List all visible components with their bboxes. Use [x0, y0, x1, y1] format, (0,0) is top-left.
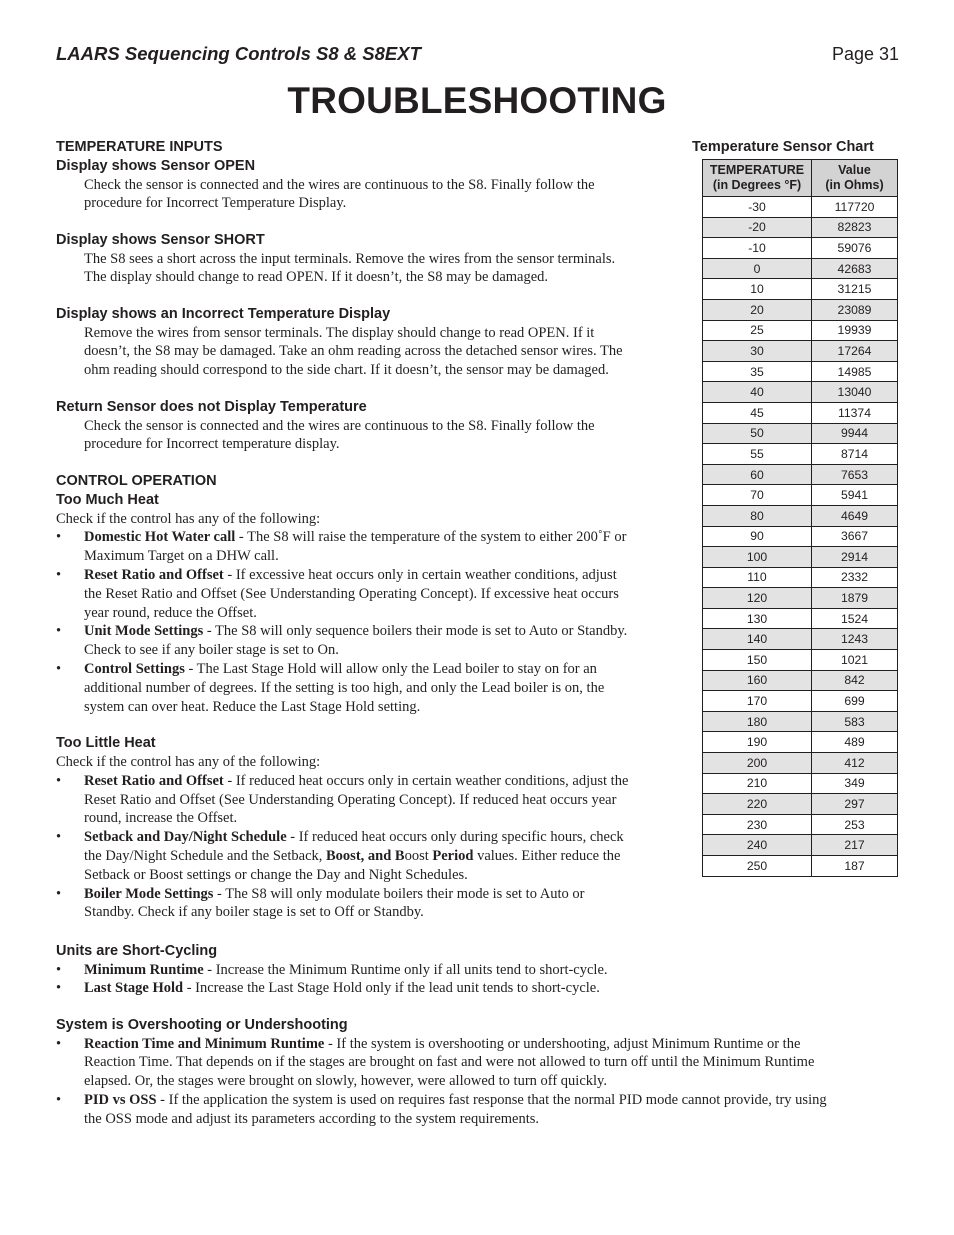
bullet-text: - If reduced heat occurs only in certain weather conditions, adjust the	[223, 772, 629, 789]
table-row	[703, 835, 898, 856]
temperature-cell: 190	[703, 732, 812, 753]
ohms-cell: 412	[812, 753, 898, 774]
text-line: The display should change to read OPEN. If it doesn’t, the S8 may be damaged.	[84, 269, 549, 286]
bullet-item	[56, 961, 901, 980]
bullet-text: - The S8 will only modulate boilers their mode is set to Auto or	[213, 885, 585, 902]
temperature-inputs-heading: TEMPERATURE INPUTS	[56, 139, 223, 155]
temperature-cell: 210	[703, 773, 812, 794]
table-row	[703, 588, 898, 609]
temperature-cell: 160	[703, 670, 812, 691]
bullet-bold-label: Unit Mode Settings	[84, 623, 204, 640]
temperature-cell: 130	[703, 608, 812, 629]
bullet-text: the Reset Ratio and Offset (See Understanding Operating Concept). If excessive heat occurs	[84, 585, 619, 602]
ohms-cell: 1879	[812, 588, 898, 609]
sensor-table-body	[703, 197, 898, 877]
text-line: procedure for Incorrect temperature display.	[84, 436, 340, 453]
bullet-text: - Increase the Minimum Runtime only if all units tend to short-cycle.	[203, 961, 608, 978]
table-row	[703, 299, 898, 320]
ohms-cell: 8714	[812, 444, 898, 465]
table-row	[703, 732, 898, 753]
bullet-icon: •	[56, 980, 62, 997]
text-line: Check the sensor is connected and the wires are continuous to the S8. Finally follow the	[84, 176, 595, 193]
bullet-bold-label: Minimum Runtime	[84, 961, 204, 978]
ohms-cell: 842	[812, 670, 898, 691]
table-row	[703, 423, 898, 444]
control-operation-heading: CONTROL OPERATION	[56, 473, 217, 490]
page-title: TROUBLESHOOTING	[287, 80, 667, 121]
bullet-text: - Increase the Last Stage Hold only if the lead unit tends to short-cycle.	[183, 980, 600, 997]
bullet-item	[56, 979, 901, 998]
bullet-text: - If the system is overshooting or undershooting, adjust Minimum Runtime or the	[324, 1035, 801, 1052]
bullet-icon: •	[56, 772, 62, 789]
bullet-text: Reaction Time. That depends on if the stages are brought on fast and were not allowed to turn off until the Minimum Runtime	[84, 1054, 815, 1071]
ohms-cell: 117720	[812, 197, 898, 218]
header-line: Value	[838, 163, 871, 177]
sensor-open-subheading: Display shows Sensor OPEN	[56, 158, 256, 174]
table-row	[703, 238, 898, 259]
bullet-bold-label: Control Settings	[84, 661, 185, 678]
too-little-heat-subheading: Too Little Heat	[56, 735, 156, 752]
bullet-text: - If the application the system is used on requires fast response that the normal PID mode cannot provide, try using	[156, 1091, 827, 1108]
temperature-cell: 200	[703, 753, 812, 774]
table-row	[703, 753, 898, 774]
header-line: (in Ohms)	[825, 178, 884, 192]
table-row	[703, 547, 898, 568]
bullet-text: the Day/Night Schedule and the Setback,	[84, 847, 327, 864]
bullet-icon: •	[56, 529, 62, 546]
bullet-text: Reset Ratio and Offset (See Understanding Operating Concept). If reduced heat occurs year	[84, 791, 617, 808]
temperature-cell: 180	[703, 711, 812, 732]
temperature-cell: 120	[703, 588, 812, 609]
bullet-text: - The S8 will only sequence boilers their mode is set to Auto or Standby.	[203, 623, 628, 640]
bullet-icon: •	[56, 961, 62, 978]
temperature-cell: -30	[703, 197, 812, 218]
temperature-cell: 35	[703, 361, 812, 382]
temperature-cell: 170	[703, 691, 812, 712]
bullet-text: - The Last Stage Hold will allow only the Lead boiler to stay on for an	[184, 661, 597, 678]
bullet-bold-label: Reaction Time and Minimum Runtime	[84, 1035, 325, 1052]
bullet-text: Check to see if any boiler stage is set to On.	[84, 642, 339, 659]
text-line: doesn’t, the S8 may be damaged. Take an ohm reading across the detached sensor wires. The	[84, 343, 623, 360]
incorrect-display-text	[56, 324, 676, 380]
ohms-cell: 297	[812, 794, 898, 815]
temperature-cell: 220	[703, 794, 812, 815]
bullet-text: - If excessive heat occurs only in certain weather conditions, adjust	[223, 567, 617, 584]
table-row	[703, 794, 898, 815]
ohms-cell: 59076	[812, 238, 898, 259]
bullet-item	[56, 566, 676, 622]
temperature-cell: 30	[703, 341, 812, 362]
sensor-chart-table	[702, 159, 898, 877]
ohms-cell: 13040	[812, 382, 898, 403]
bullet-bold-label: Reset Ratio and Offset	[84, 772, 224, 789]
table-row	[703, 341, 898, 362]
bullet-bold-label: Setback and Day/Night Schedule	[84, 829, 287, 846]
ohms-cell: 4649	[812, 505, 898, 526]
bullet-text: system can over heat. Reduce the Last Stage Hold setting.	[84, 698, 421, 715]
ohms-cell: 1021	[812, 650, 898, 671]
ohms-cell: 5941	[812, 485, 898, 506]
temperature-cell: -20	[703, 217, 812, 238]
bullet-bold-label: PID vs OSS	[84, 1091, 157, 1108]
table-row	[703, 608, 898, 629]
text-line: procedure for Incorrect Temperature Display.	[84, 195, 347, 212]
table-row	[703, 485, 898, 506]
bullet-text: - If reduced heat occurs only during specific hours, check	[286, 829, 624, 846]
table-row	[703, 567, 898, 588]
temperature-cell: 100	[703, 547, 812, 568]
bullet-item	[56, 1091, 901, 1129]
ohms-cell: 187	[812, 856, 898, 877]
ohms-cell: 2332	[812, 567, 898, 588]
too-much-heat-subheading: Too Much Heat	[56, 492, 159, 509]
bullet-bold-label: Domestic Hot Water call	[84, 529, 236, 546]
table-row	[703, 464, 898, 485]
bullet-icon: •	[56, 885, 62, 902]
temperature-cell: 140	[703, 629, 812, 650]
sensor-short-text	[56, 250, 676, 288]
bullet-icon: •	[56, 661, 62, 678]
ohms-cell: 489	[812, 732, 898, 753]
temperature-cell: 10	[703, 279, 812, 300]
bullet-bold-label: Period	[432, 847, 474, 864]
temperature-cell: 230	[703, 814, 812, 835]
text-line: The S8 sees a short across the input terminals. Remove the wires from the sensor terminals.	[84, 250, 616, 267]
temperature-cell: 0	[703, 258, 812, 279]
ohms-cell: 7653	[812, 464, 898, 485]
table-row	[703, 382, 898, 403]
bullet-text: round, increase the Offset.	[84, 810, 238, 827]
too-little-heat-intro: Check if the control has any of the following:	[56, 753, 321, 770]
table-header-row	[703, 160, 898, 197]
ohms-cell: 23089	[812, 299, 898, 320]
table-row	[703, 402, 898, 423]
table-row	[703, 505, 898, 526]
bullet-item	[56, 660, 676, 716]
return-sensor-text	[56, 417, 676, 455]
too-much-heat-intro: Check if the control has any of the following:	[56, 510, 321, 527]
table-row	[703, 279, 898, 300]
temperature-cell: 110	[703, 567, 812, 588]
short-cycling-subheading: Units are Short-Cycling	[56, 943, 218, 959]
temperature-cell: 45	[703, 402, 812, 423]
text-line: Remove the wires from sensor terminals. The display should change to read OPEN. If it	[84, 324, 595, 341]
temperature-cell: 90	[703, 526, 812, 547]
bullet-bold-label: Reset Ratio and Offset	[84, 567, 224, 584]
table-row	[703, 258, 898, 279]
bullet-text: additional number of degrees. If the setting is too high, and only the Lead boiler is on, the	[84, 679, 605, 696]
sensor-chart-title: Temperature Sensor Chart	[692, 139, 874, 155]
text-line: ohm reading should correspond to the side chart. If it doesn’t, the sensor may be damaged.	[84, 362, 609, 379]
bullet-item	[56, 622, 676, 660]
bullet-text: Standby. Check if any boiler stage is set to Off or Standby.	[84, 904, 424, 921]
table-row	[703, 773, 898, 794]
temperature-cell: 80	[703, 505, 812, 526]
bullet-icon: •	[56, 623, 62, 640]
bullet-text: Maximum Target on a DHW call.	[84, 548, 279, 565]
bullet-bold-label: Boost, and B	[326, 847, 405, 864]
table-row	[703, 197, 898, 218]
header-line: (in Degrees °F)	[712, 178, 802, 192]
bullet-icon: •	[56, 1035, 62, 1052]
temperature-cell: 40	[703, 382, 812, 403]
left-column	[56, 138, 676, 922]
ohms-cell: 349	[812, 773, 898, 794]
ohms-cell: 3667	[812, 526, 898, 547]
bullet-icon: •	[56, 1091, 62, 1108]
bullet-item	[56, 1035, 901, 1091]
table-row	[703, 670, 898, 691]
bullet-text: elapsed. Or, the stages were brought on slowly, however, were allowed to turn off quickly.	[84, 1073, 607, 1090]
text-line: Check the sensor is connected and the wires are continuous to the S8. Finally follow the	[84, 417, 595, 434]
bullet-icon: •	[56, 829, 62, 846]
bullet-text: year round, reduce the Offset.	[84, 604, 257, 621]
table-row	[703, 320, 898, 341]
bullet-item	[56, 828, 676, 884]
ohms-cell: 9944	[812, 423, 898, 444]
table-row	[703, 814, 898, 835]
temperature-cell: 25	[703, 320, 812, 341]
incorrect-display-subheading: Display shows an Incorrect Temperature Display	[56, 306, 391, 323]
ohms-cell: 11374	[812, 402, 898, 423]
temperature-cell: 150	[703, 650, 812, 671]
bullet-bold-label: Boiler Mode Settings	[84, 885, 214, 902]
table-row	[703, 444, 898, 465]
table-row	[703, 526, 898, 547]
document-title: LAARS Sequencing Controls S8 & S8EXT	[56, 43, 421, 64]
bullet-item	[56, 772, 676, 828]
ohms-cell: 217	[812, 835, 898, 856]
ohms-cell: 583	[812, 711, 898, 732]
table-row	[703, 650, 898, 671]
ohms-cell: 699	[812, 691, 898, 712]
page-number: Page 31	[831, 44, 899, 64]
header-line: TEMPERATURE	[709, 163, 805, 177]
bullet-text: oost	[404, 847, 433, 864]
temperature-cell: 50	[703, 423, 812, 444]
return-sensor-subheading: Return Sensor does not Display Temperature	[56, 399, 367, 416]
sensor-short-subheading: Display shows Sensor SHORT	[56, 232, 265, 249]
table-row	[703, 691, 898, 712]
sensor-open-text	[56, 176, 676, 214]
temperature-cell: 240	[703, 835, 812, 856]
bullet-bold-label: Last Stage Hold	[84, 980, 184, 997]
overshooting-subheading: System is Overshooting or Undershooting	[56, 1017, 348, 1034]
ohms-cell: 2914	[812, 547, 898, 568]
bullet-text: Setback or Boost settings or change the Day and Night Schedules.	[84, 866, 468, 883]
ohms-cell: 31215	[812, 279, 898, 300]
table-row	[703, 629, 898, 650]
temperature-cell: 250	[703, 856, 812, 877]
ohms-cell: 19939	[812, 320, 898, 341]
temperature-cell: 20	[703, 299, 812, 320]
bullet-item	[56, 528, 676, 566]
bullet-text: the OSS mode and adjust its parameters according to the system requirements.	[84, 1110, 540, 1127]
table-row	[703, 217, 898, 238]
table-row	[703, 711, 898, 732]
ohms-cell: 14985	[812, 361, 898, 382]
temperature-cell: -10	[703, 238, 812, 259]
bullet-text: - The S8 will raise the temperature of the system to either 200˚F or	[235, 529, 627, 546]
ohms-cell: 42683	[812, 258, 898, 279]
temperature-cell: 60	[703, 464, 812, 485]
table-row	[703, 361, 898, 382]
temperature-column-header	[703, 160, 812, 197]
temperature-cell: 55	[703, 444, 812, 465]
bullet-text: values. Either reduce the	[473, 847, 621, 864]
ohms-cell: 1243	[812, 629, 898, 650]
bullet-item	[56, 885, 676, 923]
ohms-cell: 82823	[812, 217, 898, 238]
table-row	[703, 856, 898, 877]
ohms-cell: 17264	[812, 341, 898, 362]
bottom-section	[56, 942, 901, 1129]
ohms-cell: 1524	[812, 608, 898, 629]
ohms-column-header	[812, 160, 898, 197]
bullet-icon: •	[56, 567, 62, 584]
ohms-cell: 253	[812, 814, 898, 835]
temperature-cell: 70	[703, 485, 812, 506]
